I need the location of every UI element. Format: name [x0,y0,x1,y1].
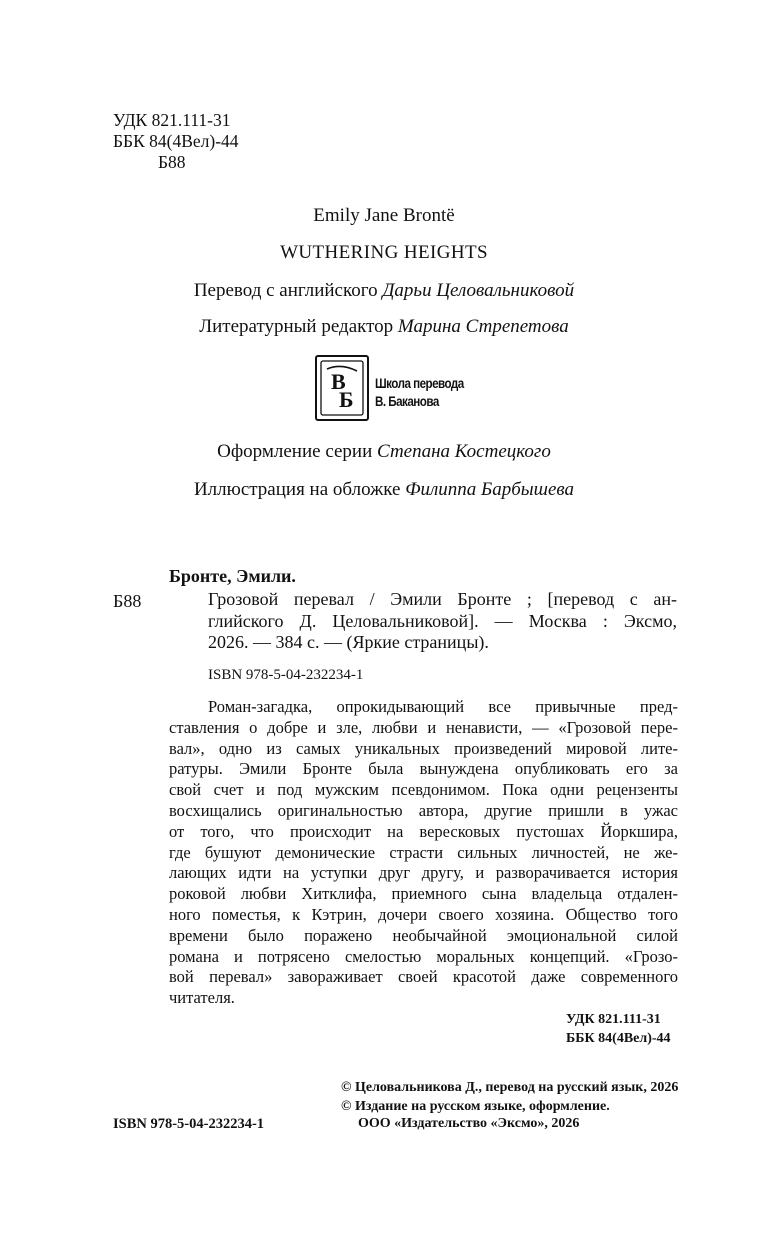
translator-prefix: Перевод с английского [193,280,378,301]
catalog-description [208,589,677,654]
cover-illustration-line [0,479,768,501]
translator-name: Дарьи Целовальниковой [382,280,575,301]
annotation-line: лающих идти на уступки друг другу, и разворачивается история [169,863,678,883]
logo-monogram-text: В [331,369,346,394]
annotation-line: восхищались оригинальностью автора, другие пришли в ужас [169,800,678,820]
catalog-mark: Б88 [113,591,142,611]
cover-illustration-prefix: Иллюстрация на обложке [193,479,401,500]
author-original: Emily Jane Brontë [313,205,455,226]
annotation [169,697,678,1009]
series-design-line [0,441,768,463]
editor-name: Марина Стрепетова [397,316,569,337]
logo-line-1: Школа перевода [375,376,464,391]
annotation-line: вал», одно из самых уникальных произведений мировой лите- [169,738,678,758]
annotation-line: романа и потрясено смелостью моральных концепций. «Грозо- [169,946,678,966]
copyright-line: © Целовальникова Д., перевод на русский язык, 2026 [341,1080,679,1095]
footer-isbn: ISBN 978-5-04-232234-1 [113,1116,265,1132]
catalog-author-heading: Бронте, Эмили. [169,566,296,586]
description-line: глийского Д. Целовальниковой]. — Москва : Эксмо, [208,610,677,631]
logo-line-2: В. Баканова [375,394,439,409]
annotation-line: роковой любви Хитклифа, приемного сына владельца отдален- [169,884,678,904]
bbk-code: ББК 84(4Вел)-44 [113,131,239,151]
translation-school-logo [315,355,369,421]
annotation-line: Роман-загадка, опрокидывающий все привычные пред- [208,697,678,716]
editor-line [0,316,768,338]
editor-prefix: Литературный редактор [199,316,394,337]
catalog-bbk: ББК 84(4Вел)-44 [566,1031,671,1046]
annotation-line: свой счет и под мужским псевдонимом. Пока одни рецензенты [169,780,678,800]
annotation-line: ного поместья, к Кэтрин, дочери своего хозяина. Общество того [169,904,678,924]
author-mark: Б88 [158,152,186,172]
cover-illustrator-name: Филиппа Барбышева [405,479,575,500]
annotation-line: времени было поражено необычайной эмоциональной силой [169,925,678,945]
series-design-prefix: Оформление серии [217,441,373,462]
catalog-udk: УДК 821.111-31 [566,1012,661,1027]
udk-code: УДК 821.111-31 [113,110,231,130]
copyright-line: ООО «Издательство «Эксмо», 2026 [358,1116,580,1131]
series-designer-name: Степана Костецкого [377,441,551,462]
catalog-isbn: ISBN 978-5-04-232234-1 [208,667,364,683]
copyright-line: © Издание на русском языке, оформление. [341,1099,610,1114]
description-line: Грозовой перевал / Эмили Бронте ; [перевод с ан- [208,589,677,609]
svg-text:Б: Б [339,387,354,412]
translator-line [0,280,768,302]
logo-monogram-icon [317,357,367,419]
annotation-line: вой перевал» завораживает своей красотой даже современного [169,967,678,987]
title-original: WUTHERING HEIGHTS [280,242,488,263]
description-line: 2026. — 384 с. — (Яркие страницы). [208,632,489,652]
annotation-line: читателя. [169,988,235,1008]
annotation-line: где бушуют демонические страсти сильных личностей, не же- [169,842,678,862]
annotation-line: от того, что происходит на вересковых пустошах Йоркшира, [169,821,678,841]
annotation-line: ратуры. Эмили Бронте была вынуждена опубликовать его за [169,759,678,779]
annotation-line: ставления о добре и зле, любви и ненависти, — «Грозовой пере- [169,717,678,737]
